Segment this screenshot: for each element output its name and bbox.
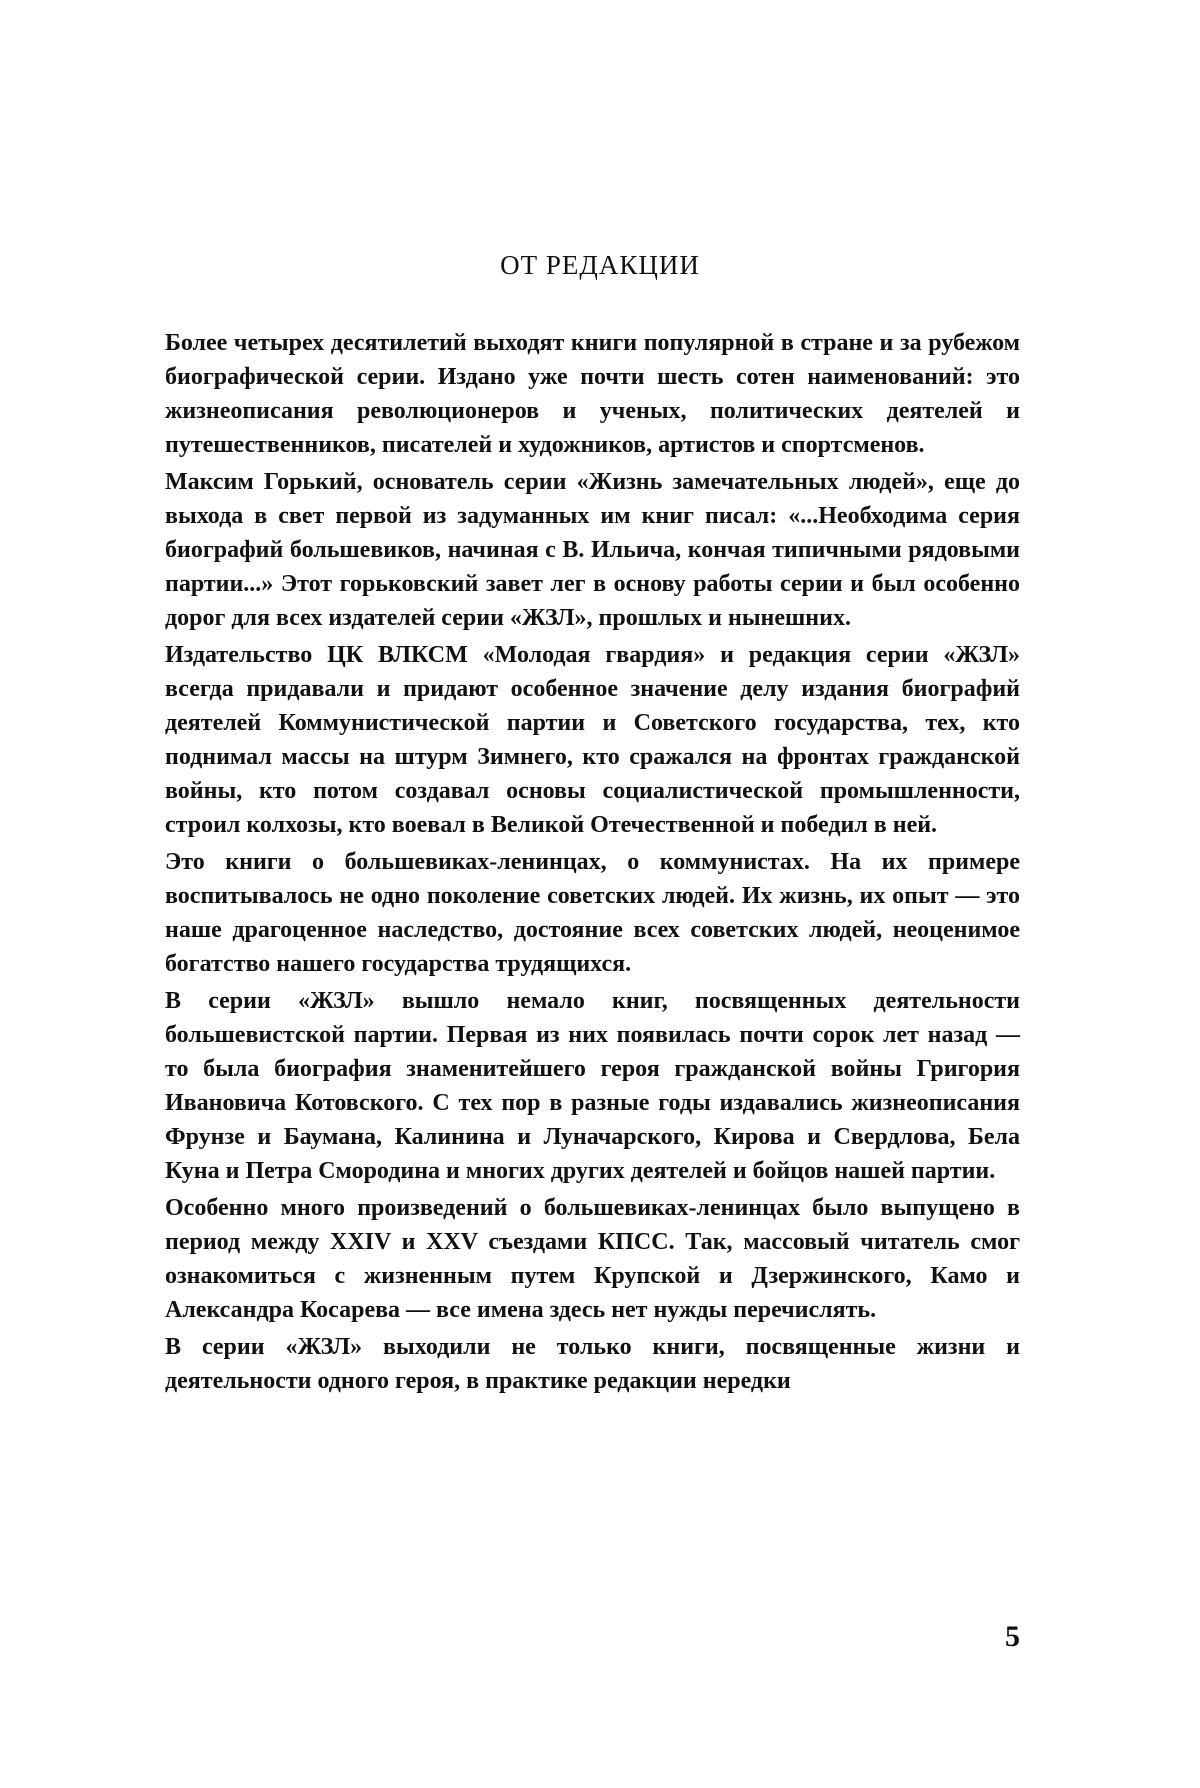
paragraph: Особенно много произведений о большевиках-ленинцах было выпущено в период между XXIV и XXV съездами КПСС. Так, массовый читатель смог ознакомиться с жизненным путем Крупской и Дзержинского, Камо и Александра Косарева — все имена здесь нет нужды перечислять. xyxy=(165,1191,1020,1327)
paragraph: В серии «ЖЗЛ» вышло немало книг, посвященных деятельности большевистской партии. Первая из них появилась почти сорок лет назад — то была биография знаменитейшего героя гражданской войны Григория Ивановича Котовского. С тех пор в разные годы издавались жизнеописания Фрунзе и Баумана, Калинина и Луначарского, Кирова и Свердлова, Бела Куна и Петра Смородина и многих других деятелей и бойцов нашей партии. xyxy=(165,984,1020,1188)
paragraph: Максим Горький, основатель серии «Жизнь замечательных людей», еще до выхода в свет первой из задуманных им книг писал: «...Необходима серия биографий большевиков, начиная с В. Ильича, кончая типичными рядовыми партии...» Этот горьковский завет лег в основу работы серии и был особенно дорог для всех издателей серии «ЖЗЛ», прошлых и нынешних. xyxy=(165,465,1020,635)
page-number: 5 xyxy=(980,1620,1020,1654)
paragraph: Это книги о большевиках-ленинцах, о коммунистах. На их примере воспитывалось не одно поколение советских людей. Их жизнь, их опыт — это наше драгоценное наследство, достояние всех советских людей, неоценимое богатство нашего государства трудящихся. xyxy=(165,845,1020,981)
page-title: ОТ РЕДАКЦИИ xyxy=(0,250,1200,281)
paragraph: В серии «ЖЗЛ» выходили не только книги, посвященные жизни и деятельности одного героя, в практике редакции нередки xyxy=(165,1330,1020,1398)
book-page xyxy=(0,0,1200,1788)
paragraph: Более четырех десятилетий выходят книги популярной в стране и за рубежом биографической серии. Издано уже почти шесть сотен наименований: это жизнеописания революционеров и ученых, политических деятелей и путешественников, писателей и художников, артистов и спортсменов. xyxy=(165,326,1020,462)
paragraph: Издательство ЦК ВЛКСМ «Молодая гвардия» и редакция серии «ЖЗЛ» всегда придавали и придают особенное значение делу издания биографий деятелей Коммунистической партии и Советского государства, тех, кто поднимал массы на штурм Зимнего, кто сражался на фронтах гражданской войны, кто потом создавал основы социалистической промышленности, строил колхозы, кто воевал в Великой Отечественной и победил в ней. xyxy=(165,638,1020,842)
body-text xyxy=(165,326,1020,1401)
